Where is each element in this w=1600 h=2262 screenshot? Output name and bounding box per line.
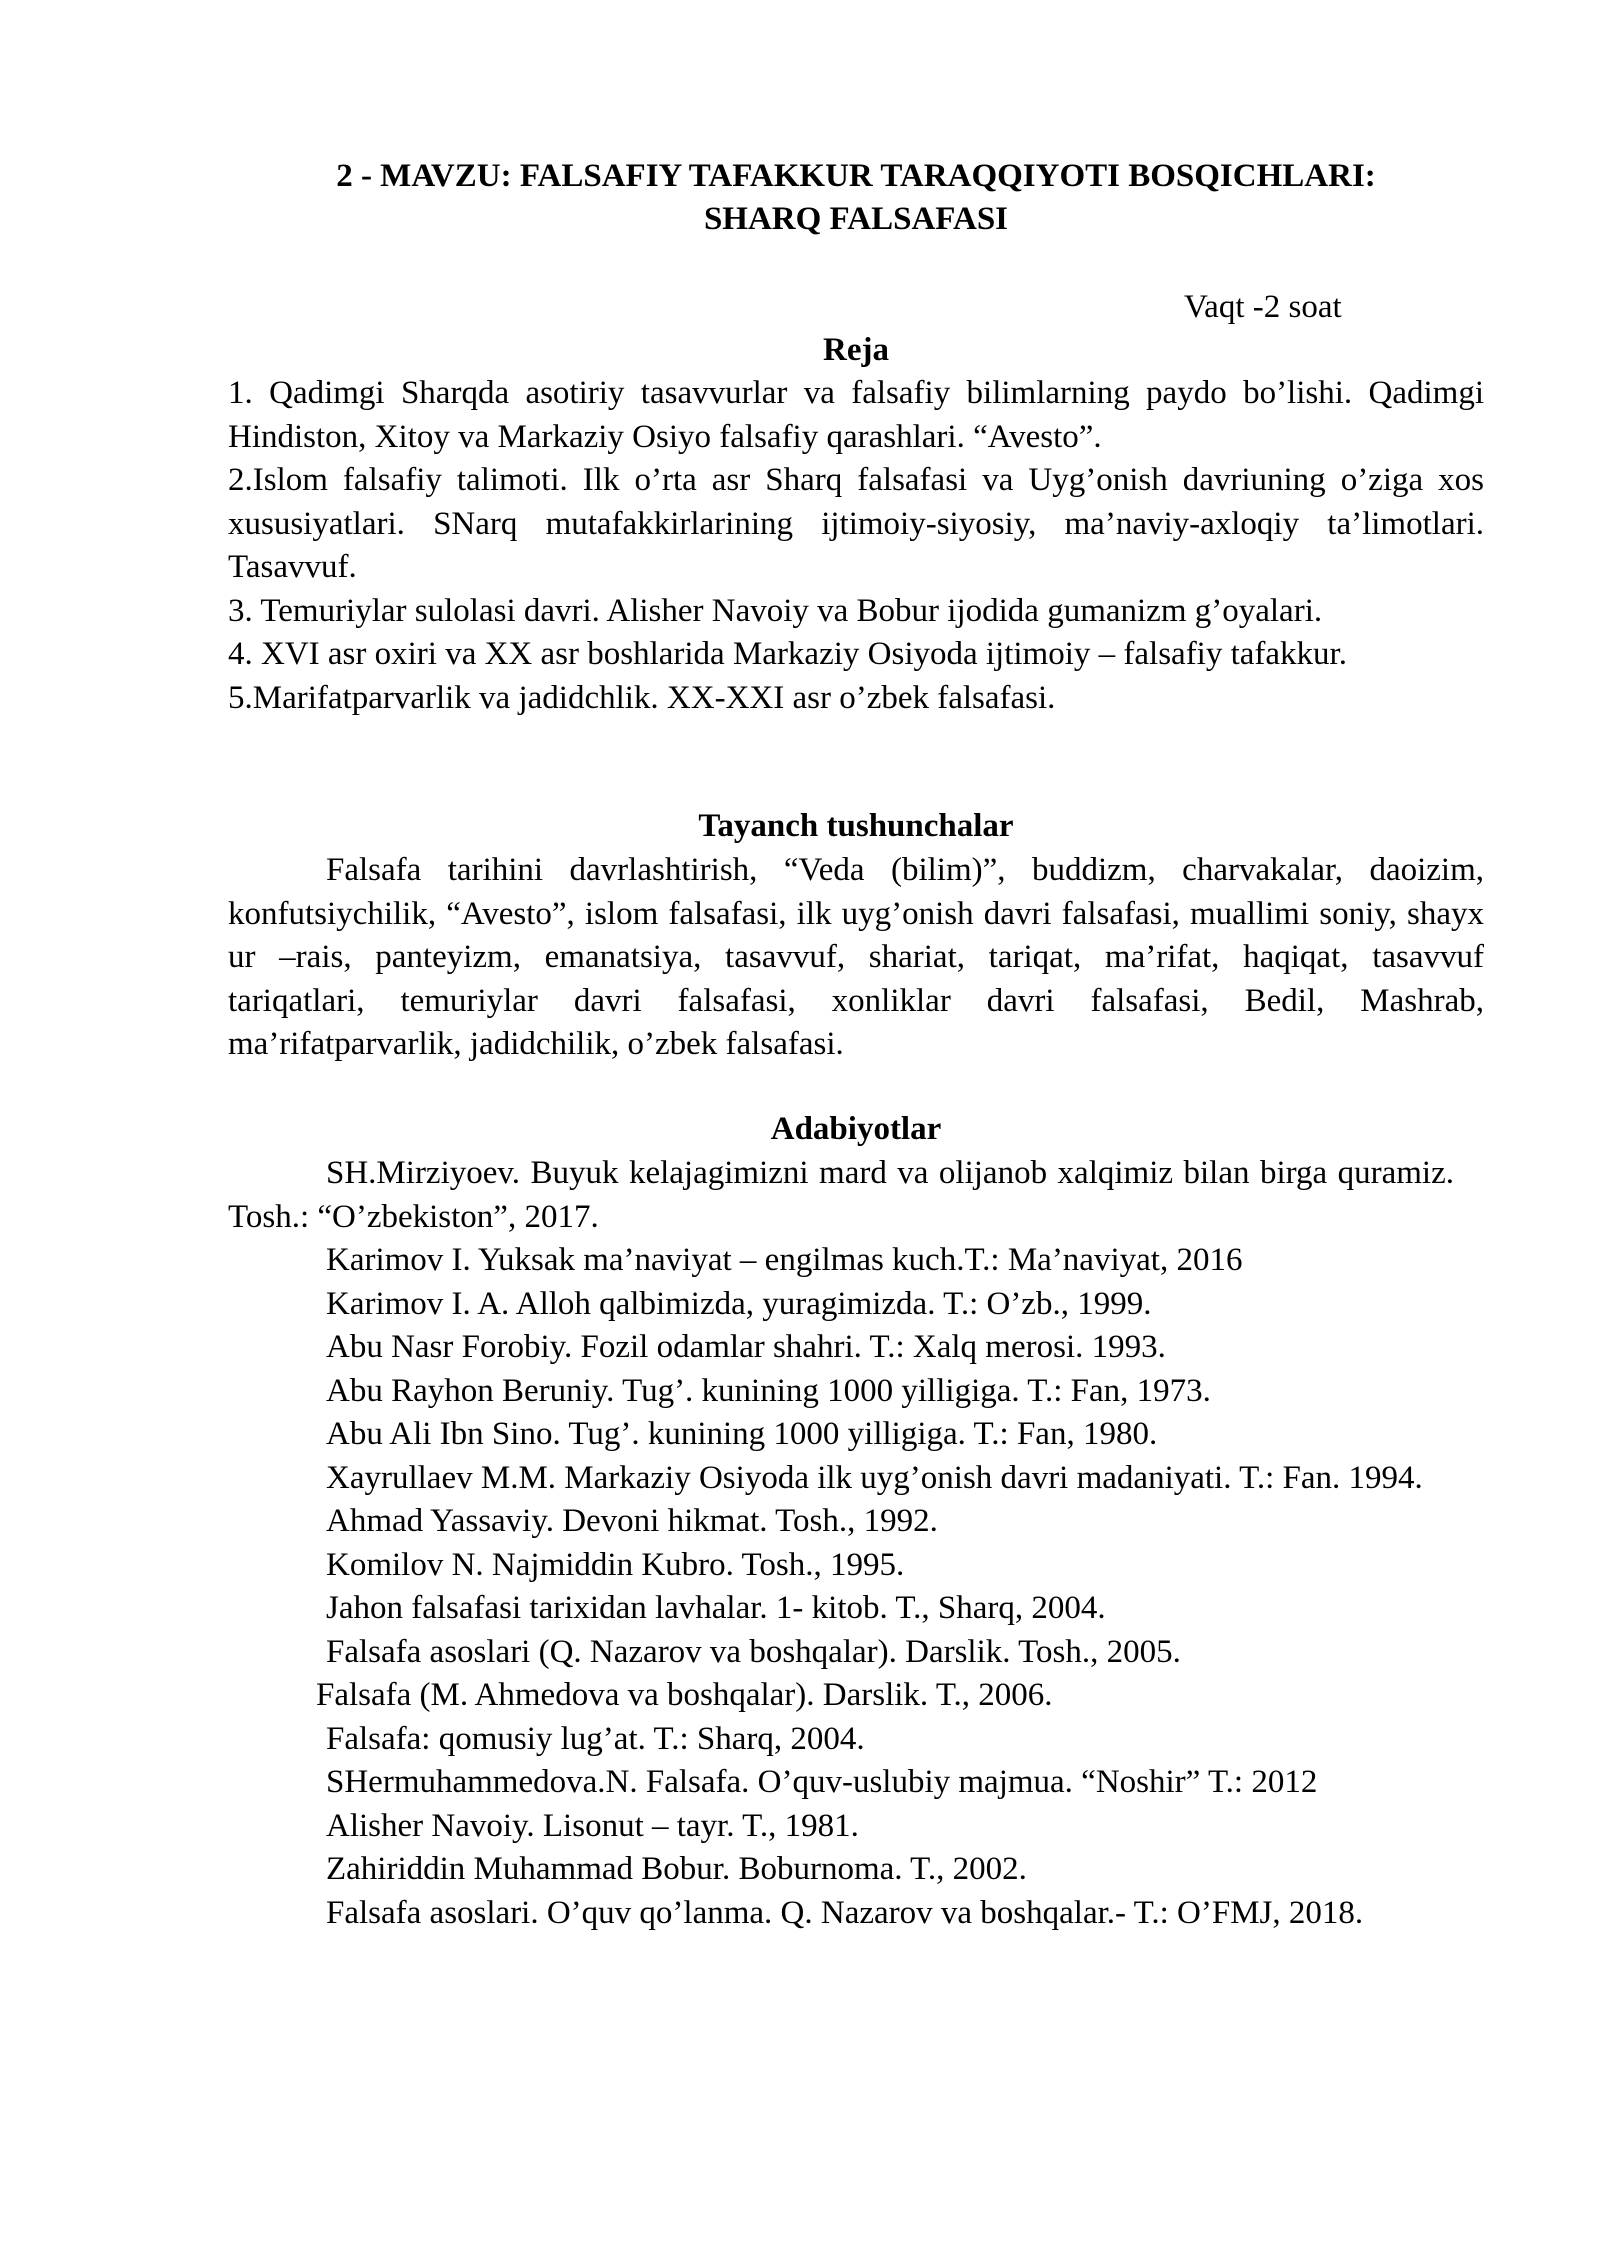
literature-item: Abu Nasr Forobiy. Fozil odamlar shahri. T.: Xalq merosi. 1993.	[326, 1329, 1166, 1365]
literature-item: Abu Ali Ibn Sino. Tug’. kunining 1000 yilligiga. T.: Fan, 1980.	[326, 1416, 1158, 1452]
concepts-block	[228, 849, 1484, 1067]
concepts-heading: Tayanch tushunchalar	[698, 808, 1014, 844]
plan-item: 5.Marifatparvarlik va jadidchlik. XX-XXI asr o’zbek falsafasi.	[228, 679, 1056, 716]
plan-item: 2.Islom falsafiy talimoti. Ilk o’rta asr Sharq falsafasi va Uyg’onish davriuning o’ziga xos xususiyatlari. SNarq mutafakkirlarining ijtimoiy-siyosiy, ma’naviy-axloqiy ta’limotlari. Tasavvuf.	[228, 462, 1484, 585]
literature-item: Falsafa: qomusiy lug’at. T.: Sharq, 2004.	[326, 1720, 865, 1757]
literature-item: SHermuhammedova.N. Falsafa. O’quv-uslubiy majmua. “Noshir” T.: 2012	[326, 1764, 1318, 1800]
literature-item: Falsafa (M. Ahmedova va boshqalar). Darslik. T., 2006.	[316, 1677, 1053, 1713]
time-allocation: Vaqt -2 soat	[1184, 289, 1342, 325]
literature-item: Falsafa asoslari. O’quv qo’lanma. Q. Nazarov va boshqalar.- T.: O’FMJ, 2018.	[326, 1894, 1364, 1931]
title-line-2: SHARQ FALSAFASI	[703, 201, 1009, 237]
literature-item: Xayrullaev M.M. Markaziy Osiyoda ilk uyg’onish davri madaniyati. T.: Fan. 1994.	[326, 1459, 1423, 1496]
title-line-1: 2 - MAVZU: FALSAFIY TAFAKKUR TARAQQIYOTI BOSQICHLARI:	[336, 158, 1376, 194]
literature-item: Alisher Navoiy. Lisonut – tayr. T., 1981.	[326, 1807, 859, 1844]
concepts-text: Falsafa tarihini davrlashtirish, “Veda (bilim)”, buddizm, charvakalar, daoizim, konfutsiychilik, “Avesto”, islom falsafasi, ilk uyg’onish davri falsafasi, muallimi soniy, shayx ur –rais, panteyizm, emanatsiya, tasavvuf, shariat, tariqat, ma’rifat, haqiqat, tasavvuf tariqatlari, temuriylar davri falsafasi, xonliklar davri falsafasi, Bedil, Mashrab, ma’rifatparvarlik, jadidchilik, o’zbek falsafasi.	[228, 852, 1484, 1062]
plan-item: 1. Qadimgi Sharqda asotiriy tasavvurlar va falsafiy bilimlarning paydo bo’lishi. Qadimgi Hindiston, Xitoy va Markaziy Osiyo falsafiy qarashlari. “Avesto”.	[228, 375, 1484, 455]
plan-list	[228, 372, 1484, 720]
literature-item: SH.Mirziyoev. Buyuk kelajagimizni mard va olijanob xalqimiz bilan birga quramiz. Tosh.: “O’zbekiston”, 2017.	[228, 1155, 1454, 1235]
literature-item: Ahmad Yassaviy. Devoni hikmat. Tosh., 1992.	[326, 1503, 938, 1539]
literature-item: Falsafa asoslari (Q. Nazarov va boshqalar). Darslik. Tosh., 2005.	[326, 1633, 1181, 1670]
literature-item: Komilov N. Najmiddin Kubro. Tosh., 1995.	[326, 1546, 905, 1583]
plan-item: 4. XVI asr oxiri va XX asr boshlarida Markaziy Osiyoda ijtimoiy – falsafiy tafakkur.	[228, 636, 1347, 672]
literature-item: Zahiriddin Muhammad Bobur. Boburnoma. T., 2002.	[326, 1851, 1027, 1887]
literature-heading: Adabiyotlar	[770, 1111, 942, 1147]
literature-item: Abu Rayhon Beruniy. Tug’. kunining 1000 yilligiga. T.: Fan, 1973.	[326, 1372, 1211, 1409]
literature-item: Jahon falsafasi tarixidan lavhalar. 1- kitob. T., Sharq, 2004.	[326, 1590, 1106, 1626]
literature-item: Karimov I. Yuksak ma’naviyat – engilmas kuch.T.: Ma’naviyat, 2016	[326, 1242, 1243, 1278]
literature-list	[228, 1152, 1484, 1935]
plan-heading: Reja	[823, 332, 889, 368]
plan-item: 3. Temuriylar sulolasi davri. Alisher Navoiy va Bobur ijodida gumanizm g’oyalari.	[228, 592, 1323, 629]
literature-item: Karimov I. A. Alloh qalbimizda, yuragimizda. T.: O’zb., 1999.	[326, 1285, 1152, 1322]
page-title	[228, 155, 1484, 241]
